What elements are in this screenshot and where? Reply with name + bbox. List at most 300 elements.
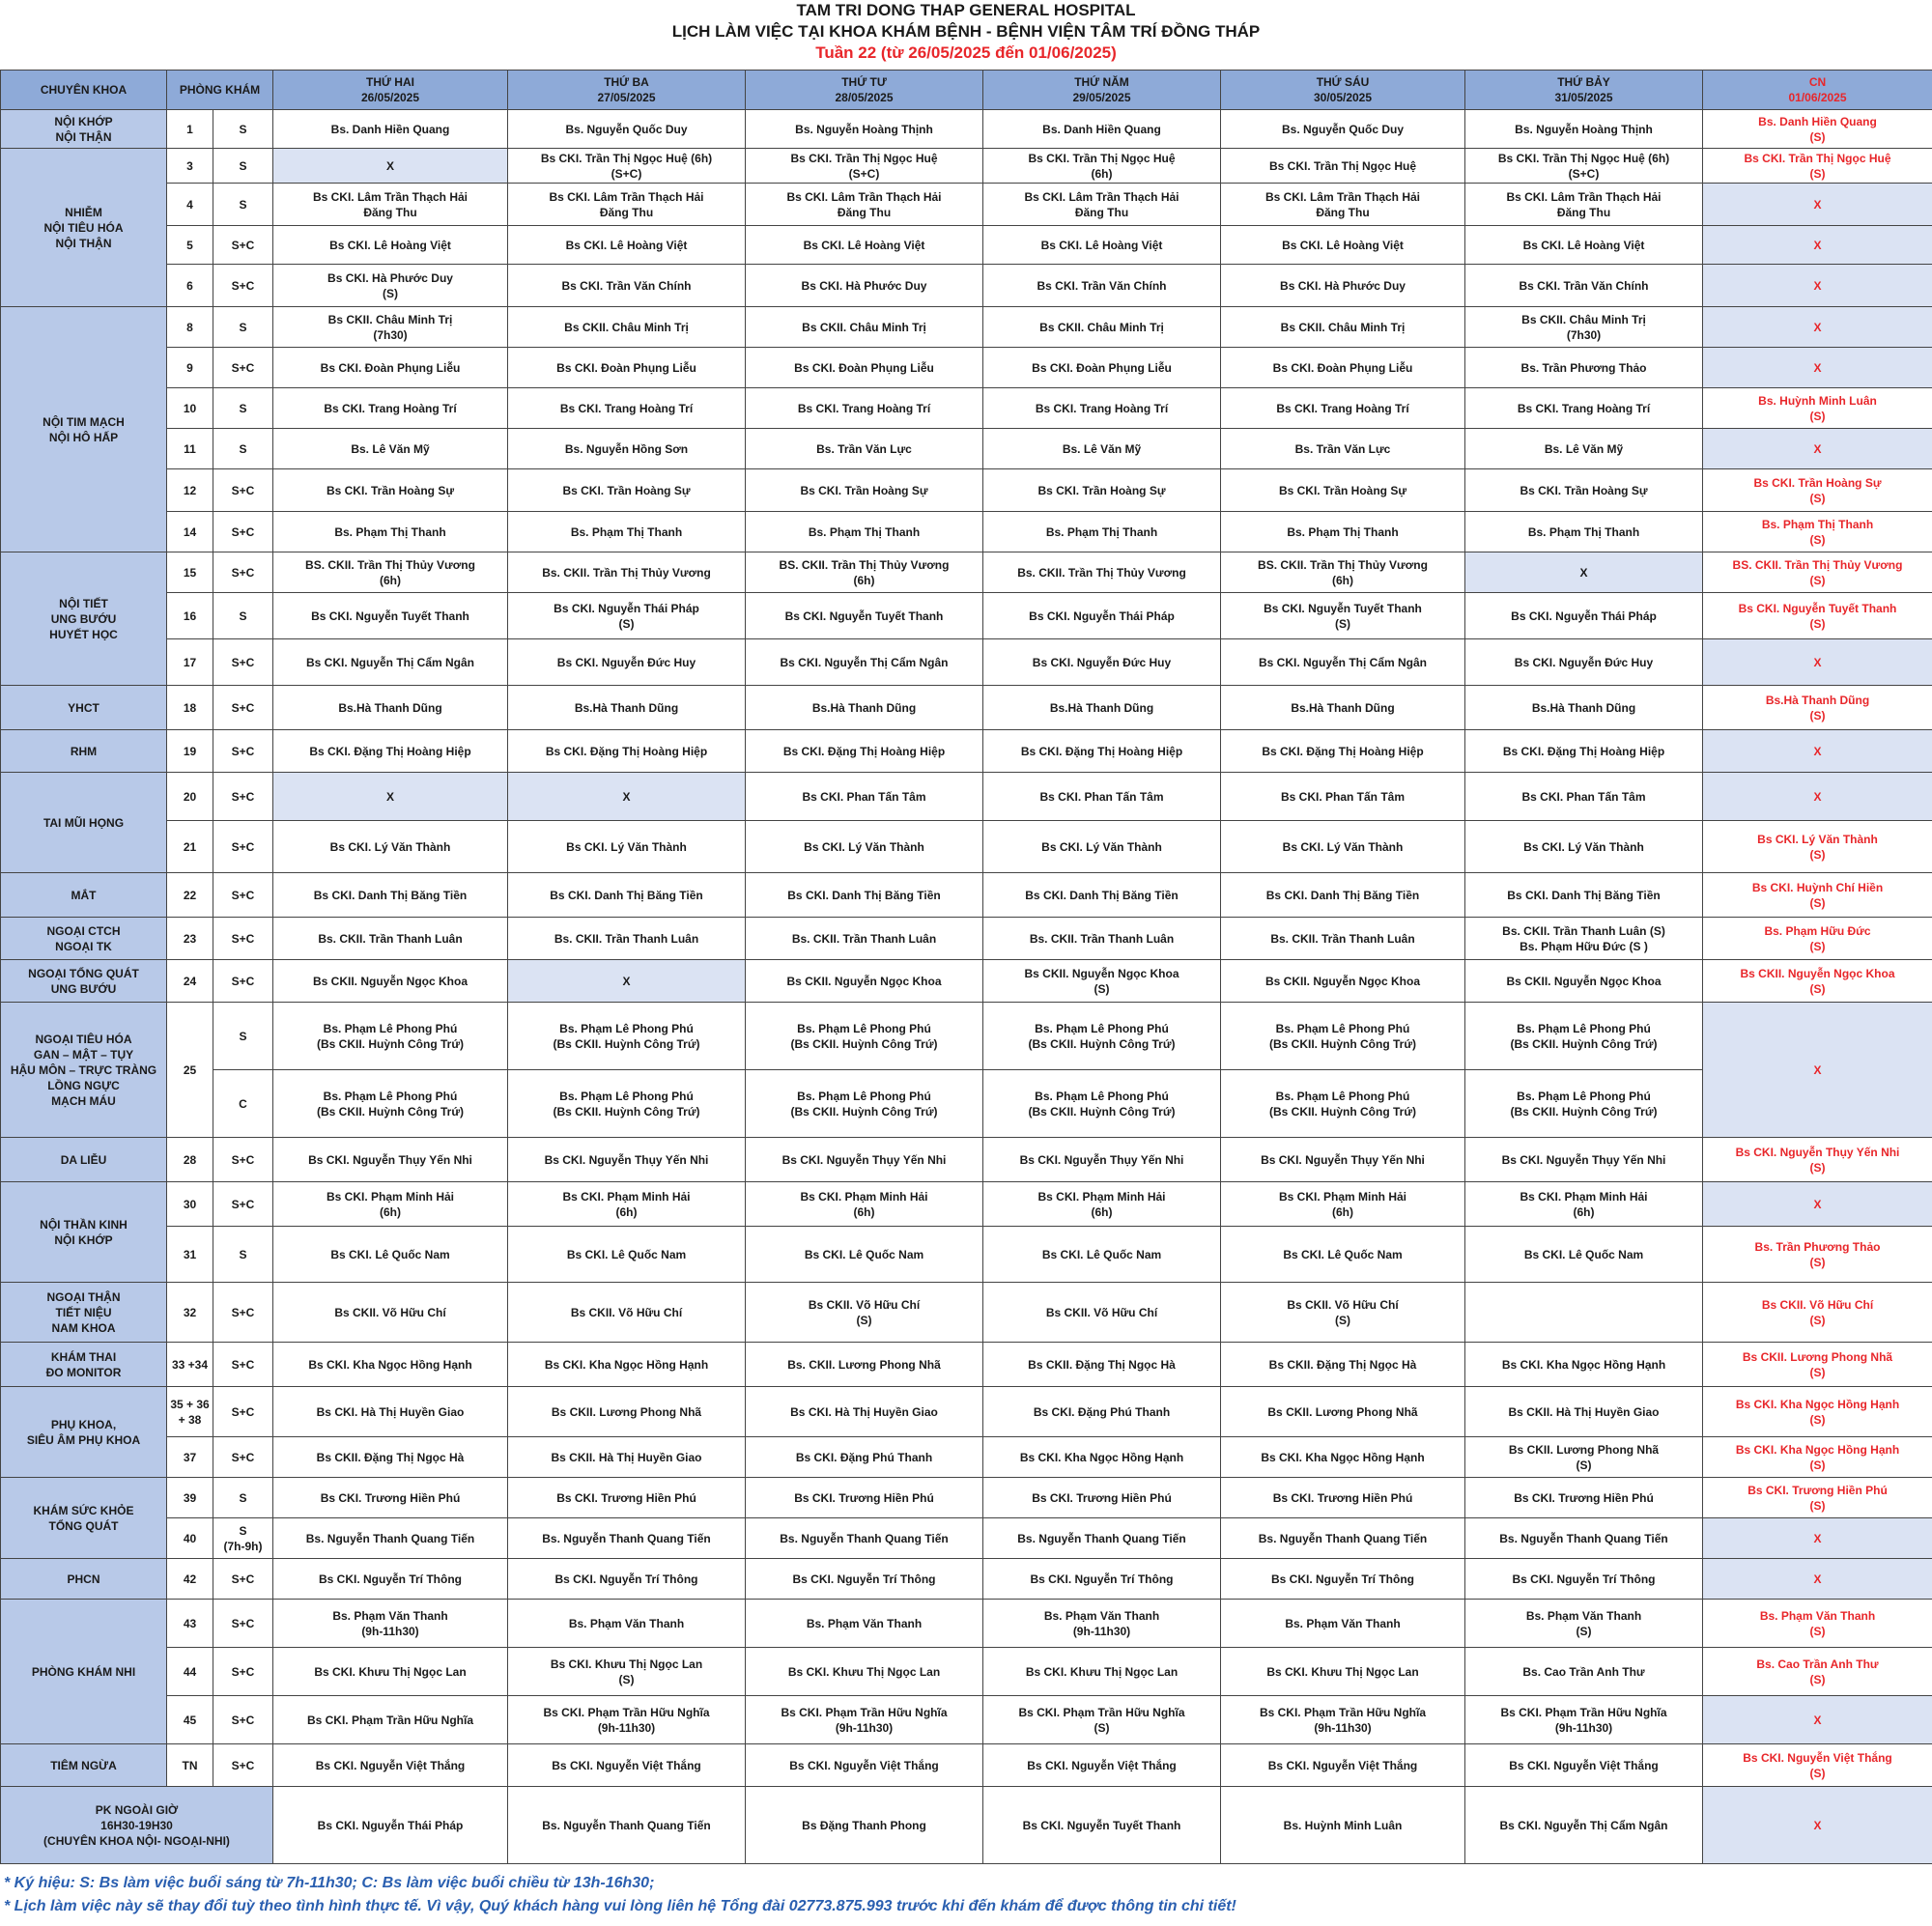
room-number: 33 +34 (167, 1343, 213, 1387)
session-cell: S (213, 149, 273, 184)
doctor-cell: Bs CKI. Nguyễn Thị Cẩm Ngân (746, 639, 983, 686)
after-hours-row (1, 1787, 1932, 1864)
sunday-doctor-cell: Bs CKI. Trần Hoàng Sự (S) (1703, 469, 1932, 512)
col-day-header: THỨ BẢY 31/05/2025 (1465, 71, 1703, 110)
doctor-cell: Bs CKI. Nguyễn Đức Huy (1465, 639, 1703, 686)
doctor-cell: Bs CKI. Phạm Minh Hải (6h) (508, 1182, 746, 1227)
schedule-row (1, 1227, 1932, 1283)
specialty-cell: NGOẠI CTCH NGOẠI TK (1, 918, 167, 960)
doctor-cell: Bs CKII. Nguyễn Ngọc Khoa (746, 960, 983, 1003)
doctor-cell: Bs CKI. Nguyễn Trí Thông (273, 1559, 508, 1600)
sunday-doctor-cell: Bs CKI. Kha Ngọc Hồng Hạnh (S) (1703, 1437, 1932, 1478)
doctor-cell: Bs. Phạm Lê Phong Phú (Bs CKII. Huỳnh Công Trứ) (508, 1070, 746, 1138)
schedule-row (1, 149, 1932, 184)
doctor-cell: Bs CKI. Trang Hoàng Trí (746, 388, 983, 429)
room-number: 40 (167, 1518, 213, 1559)
doctor-cell: Bs. Phạm Lê Phong Phú (Bs CKII. Huỳnh Công Trứ) (746, 1003, 983, 1070)
doctor-cell: Bs. Phạm Văn Thanh (9h-11h30) (983, 1600, 1221, 1648)
doctor-cell: BS. CKII. Trần Thị Thủy Vương (6h) (746, 552, 983, 593)
room-number: 3 (167, 149, 213, 184)
session-cell: C (213, 1070, 273, 1138)
specialty-cell: YHCT (1, 686, 167, 730)
doctor-cell: Bs. Lê Văn Mỹ (273, 429, 508, 469)
sunday-doctor-cell: Bs. Phạm Văn Thanh (S) (1703, 1600, 1932, 1648)
room-number: 18 (167, 686, 213, 730)
doctor-cell: Bs. Lê Văn Mỹ (983, 429, 1221, 469)
sunday-doctor-cell: Bs.Hà Thanh Dũng (S) (1703, 686, 1932, 730)
hospital-title: TAM TRI DONG THAP GENERAL HOSPITAL (796, 1, 1136, 19)
doctor-cell: Bs CKI. Nguyễn Tuyết Thanh (273, 593, 508, 639)
schedule-row (1, 593, 1932, 639)
doctor-cell: Bs CKII. Nguyễn Ngọc Khoa (1465, 960, 1703, 1003)
doctor-cell: Bs. CKII. Trần Thị Thủy Vương (983, 552, 1221, 593)
doctor-cell: Bs CKI. Phạm Trần Hữu Nghĩa (9h-11h30) (746, 1696, 983, 1744)
session-cell: S+C (213, 960, 273, 1003)
legend-note: * Ký hiệu: S: Bs làm việc buổi sáng từ 7h-11h30; C: Bs làm việc buổi chiều từ 13h-16h30; (4, 1875, 655, 1891)
sunday-doctor-cell: Bs. Huỳnh Minh Luân (S) (1703, 388, 1932, 429)
room-number: 16 (167, 593, 213, 639)
doctor-cell: Bs CKI. Trần Hoàng Sự (1465, 469, 1703, 512)
sunday-doctor-cell: Bs. Phạm Thị Thanh (S) (1703, 512, 1932, 552)
doctor-cell: Bs. Lê Văn Mỹ (1465, 429, 1703, 469)
doctor-cell: Bs. Phạm Lê Phong Phú (Bs CKII. Huỳnh Công Trứ) (983, 1003, 1221, 1070)
doctor-cell: Bs CKI. Lâm Trần Thạch Hải Đăng Thu (273, 184, 508, 226)
room-number: 9 (167, 348, 213, 388)
sunday-doctor-cell: X (1703, 639, 1932, 686)
doctor-cell: Bs CKI. Phan Tấn Tâm (1221, 773, 1465, 821)
doctor-cell: Bs CKI. Trương Hiền Phú (1221, 1478, 1465, 1518)
doctor-cell: Bs CKI. Nguyễn Thị Cẩm Ngân (273, 639, 508, 686)
room-number: 5 (167, 226, 213, 265)
session-cell: S+C (213, 348, 273, 388)
doctor-cell: Bs CKI. Khưu Thị Ngọc Lan (1221, 1648, 1465, 1696)
doctor-cell: Bs. Danh Hiền Quang (983, 110, 1221, 149)
doctor-cell: Bs CKI. Kha Ngọc Hồng Hạnh (273, 1343, 508, 1387)
header-row (1, 71, 1932, 110)
room-number: 23 (167, 918, 213, 960)
schedule-row (1, 1182, 1932, 1227)
doctor-cell: Bs CKII. Nguyễn Ngọc Khoa (273, 960, 508, 1003)
doctor-cell: Bs CKI. Khưu Thị Ngọc Lan (746, 1648, 983, 1696)
schedule-title: LỊCH LÀM VIỆC TẠI KHOA KHÁM BỆNH - BỆNH VIỆN TÂM TRÍ ĐỒNG THÁP (671, 22, 1261, 41)
doctor-cell: Bs CKI. Nguyễn Thụy Yến Nhi (273, 1138, 508, 1182)
room-number: 11 (167, 429, 213, 469)
schedule-row (1, 821, 1932, 873)
doctor-cell: Bs CKII. Võ Hữu Chí (983, 1283, 1221, 1343)
doctor-cell: Bs. Nguyễn Thanh Quang Tiến (983, 1518, 1221, 1559)
doctor-cell: Bs CKI. Nguyễn Tuyết Thanh (983, 1787, 1221, 1864)
session-cell: S+C (213, 639, 273, 686)
room-number: 24 (167, 960, 213, 1003)
doctor-cell: Bs CKII. Đặng Thị Ngọc Hà (983, 1343, 1221, 1387)
doctor-cell: Bs. Nguyễn Hoàng Thịnh (746, 110, 983, 149)
doctor-cell: Bs CKI. Lê Quốc Nam (508, 1227, 746, 1283)
schedule-row (1, 1648, 1932, 1696)
doctor-cell: Bs CKI. Lý Văn Thành (508, 821, 746, 873)
doctor-cell: Bs CKI. Trang Hoàng Trí (508, 388, 746, 429)
doctor-cell: Bs. Huỳnh Minh Luân (1221, 1787, 1465, 1864)
schedule-row (1, 307, 1932, 348)
doctor-cell: Bs CKI. Lê Quốc Nam (273, 1227, 508, 1283)
doctor-cell: Bs CKI. Phạm Trần Hữu Nghĩa (273, 1696, 508, 1744)
schedule-row (1, 388, 1932, 429)
doctor-cell: Bs CKII. Lương Phong Nhã (1221, 1387, 1465, 1437)
doctor-cell: Bs CKI. Đoàn Phụng Liễu (746, 348, 983, 388)
session-cell: S+C (213, 918, 273, 960)
doctor-cell: Bs CKI. Nguyễn Thái Pháp (1465, 593, 1703, 639)
doctor-cell: Bs CKI. Nguyễn Tuyết Thanh (S) (1221, 593, 1465, 639)
doctor-cell: Bs CKI. Nguyễn Việt Thắng (1221, 1744, 1465, 1787)
col-day-header: THỨ BA 27/05/2025 (508, 71, 746, 110)
session-cell: S+C (213, 686, 273, 730)
doctor-cell: Bs CKI. Danh Thị Băng Tiền (1465, 873, 1703, 918)
doctor-cell: Bs. Danh Hiền Quang (273, 110, 508, 149)
session-cell: S (213, 307, 273, 348)
doctor-cell: Bs CKI. Trương Hiền Phú (508, 1478, 746, 1518)
specialty-cell: NGOẠI THẬN TIẾT NIỆU NAM KHOA (1, 1283, 167, 1343)
doctor-cell: Bs CKI. Trang Hoàng Trí (983, 388, 1221, 429)
doctor-cell: Bs CKI. Nguyễn Thụy Yến Nhi (983, 1138, 1221, 1182)
doctor-cell: Bs CKI. Nguyễn Thụy Yến Nhi (1465, 1138, 1703, 1182)
doctor-cell: Bs. Phạm Lê Phong Phú (Bs CKII. Huỳnh Công Trứ) (1465, 1003, 1703, 1070)
doctor-cell: Bs. Phạm Lê Phong Phú (Bs CKII. Huỳnh Công Trứ) (273, 1070, 508, 1138)
doctor-cell: Bs CKI. Phạm Trần Hữu Nghĩa (9h-11h30) (1221, 1696, 1465, 1744)
doctor-cell: Bs CKII. Châu Minh Trị (1221, 307, 1465, 348)
doctor-cell: Bs CKI. Trương Hiền Phú (273, 1478, 508, 1518)
sunday-doctor-cell: Bs CKII. Nguyễn Ngọc Khoa (S) (1703, 960, 1932, 1003)
col-day-header: THỨ NĂM 29/05/2025 (983, 71, 1221, 110)
sunday-doctor-cell: X (1703, 348, 1932, 388)
after-hours-label: PK NGOÀI GIỜ 16H30-19H30 (CHUYÊN KHOA NỘI- NGOẠI-NHI) (1, 1787, 273, 1864)
doctor-cell: Bs.Hà Thanh Dũng (746, 686, 983, 730)
schedule-row (1, 226, 1932, 265)
room-number: 31 (167, 1227, 213, 1283)
schedule-row (1, 686, 1932, 730)
room-number: 6 (167, 265, 213, 307)
doctor-cell: Bs CKI. Trần Văn Chính (1465, 265, 1703, 307)
doctor-cell: Bs CKI. Lý Văn Thành (1221, 821, 1465, 873)
doctor-cell: X (273, 773, 508, 821)
sunday-doctor-cell: Bs CKII. Lương Phong Nhã (S) (1703, 1343, 1932, 1387)
doctor-cell: Bs CKI. Đoàn Phụng Liễu (983, 348, 1221, 388)
schedule-row (1, 1478, 1932, 1518)
sunday-doctor-cell: X (1703, 1559, 1932, 1600)
doctor-cell: Bs CKII. Đặng Thị Ngọc Hà (1221, 1343, 1465, 1387)
doctor-cell: Bs CKI. Lê Hoàng Việt (508, 226, 746, 265)
doctor-cell: Bs CKI. Phạm Minh Hải (6h) (983, 1182, 1221, 1227)
sunday-doctor-cell: Bs. Danh Hiền Quang (S) (1703, 110, 1932, 149)
session-cell: S+C (213, 265, 273, 307)
sunday-doctor-cell: Bs CKI. Lý Văn Thành (S) (1703, 821, 1932, 873)
sunday-doctor-cell: Bs CKI. Trần Thị Ngọc Huệ (S) (1703, 149, 1932, 184)
schedule-row (1, 639, 1932, 686)
doctor-cell: Bs CKI. Trần Văn Chính (508, 265, 746, 307)
doctor-cell: X (508, 960, 746, 1003)
session-cell: S+C (213, 773, 273, 821)
doctor-cell: BS. CKII. Trần Thị Thủy Vương (6h) (273, 552, 508, 593)
sunday-doctor-cell: X (1703, 226, 1932, 265)
session-cell: S+C (213, 512, 273, 552)
col-specialty-header: CHUYÊN KHOA (1, 71, 167, 110)
session-cell: S+C (213, 1696, 273, 1744)
doctor-cell: Bs CKI. Trần Hoàng Sự (746, 469, 983, 512)
doctor-cell (1465, 1283, 1703, 1343)
col-sunday-header: CN 01/06/2025 (1703, 71, 1932, 110)
doctor-cell: Bs CKI. Nguyễn Việt Thắng (983, 1744, 1221, 1787)
doctor-cell: Bs. Trần Phương Thảo (1465, 348, 1703, 388)
doctor-cell: Bs CKI. Nguyễn Trí Thông (1465, 1559, 1703, 1600)
doctor-cell: Bs CKII. Đặng Thị Ngọc Hà (273, 1437, 508, 1478)
doctor-cell: Bs CKII. Nguyễn Ngọc Khoa (1221, 960, 1465, 1003)
room-number: 20 (167, 773, 213, 821)
doctor-cell: Bs CKI. Khưu Thị Ngọc Lan (983, 1648, 1221, 1696)
doctor-cell: Bs. Phạm Thị Thanh (1465, 512, 1703, 552)
doctor-cell: Bs. Nguyễn Thanh Quang Tiến (508, 1787, 746, 1864)
doctor-cell: Bs CKI. Trần Thị Ngọc Huệ (6h) (S+C) (508, 149, 746, 184)
room-number: 32 (167, 1283, 213, 1343)
sunday-doctor-cell: X (1703, 1182, 1932, 1227)
schedule-row (1, 1138, 1932, 1182)
col-room-header: PHÒNG KHÁM (167, 71, 273, 110)
doctor-cell: Bs CKI. Lê Hoàng Việt (1465, 226, 1703, 265)
specialty-cell: NỘI THẦN KINH NỘI KHỚP (1, 1182, 167, 1283)
doctor-cell: Bs CKI. Lâm Trần Thạch Hải Đăng Thu (746, 184, 983, 226)
sunday-doctor-cell: X (1703, 1696, 1932, 1744)
doctor-cell: Bs. CKII. Trần Thanh Luân (1221, 918, 1465, 960)
doctor-cell: Bs CKI. Danh Thị Băng Tiền (1221, 873, 1465, 918)
specialty-cell: PHỤ KHOA, SIÊU ÂM PHỤ KHOA (1, 1387, 167, 1478)
room-number: 30 (167, 1182, 213, 1227)
doctor-cell: Bs CKI. Kha Ngọc Hồng Hạnh (1221, 1437, 1465, 1478)
specialty-cell: RHM (1, 730, 167, 773)
doctor-cell: Bs CKII. Châu Minh Trị (983, 307, 1221, 348)
doctor-cell: Bs. Phạm Thị Thanh (746, 512, 983, 552)
doctor-cell: Bs CKI. Lê Quốc Nam (983, 1227, 1221, 1283)
room-number: 37 (167, 1437, 213, 1478)
session-cell: S+C (213, 1648, 273, 1696)
sunday-doctor-cell: X (1703, 184, 1932, 226)
doctor-cell: Bs. CKII. Trần Thanh Luân (508, 918, 746, 960)
room-number: 12 (167, 469, 213, 512)
doctor-cell: Bs CKI. Trần Hoàng Sự (1221, 469, 1465, 512)
doctor-cell: Bs CKI. Đặng Phú Thanh (983, 1387, 1221, 1437)
doctor-cell: Bs CKI. Đặng Thị Hoàng Hiệp (1221, 730, 1465, 773)
doctor-cell: Bs CKI. Trang Hoàng Trí (1465, 388, 1703, 429)
doctor-cell: Bs CKI. Phạm Trần Hữu Nghĩa (9h-11h30) (508, 1696, 746, 1744)
room-number: 39 (167, 1478, 213, 1518)
specialty-cell: TIÊM NGỪA (1, 1744, 167, 1787)
doctor-cell: Bs CKII. Lương Phong Nhã (S) (1465, 1437, 1703, 1478)
room-number: 19 (167, 730, 213, 773)
doctor-cell: Bs CKI. Lâm Trần Thạch Hải Đăng Thu (1221, 184, 1465, 226)
schedule-row (1, 184, 1932, 226)
doctor-cell: Bs CKII. Võ Hữu Chí (S) (746, 1283, 983, 1343)
schedule-row (1, 429, 1932, 469)
schedule-row (1, 1696, 1932, 1744)
session-cell: S+C (213, 1182, 273, 1227)
doctor-cell: Bs CKI. Trần Thị Ngọc Huệ (1221, 149, 1465, 184)
doctor-cell: Bs CKI. Đặng Thị Hoàng Hiệp (746, 730, 983, 773)
doctor-cell: Bs. Phạm Lê Phong Phú (Bs CKII. Huỳnh Công Trứ) (273, 1003, 508, 1070)
specialty-cell: DA LIỄU (1, 1138, 167, 1182)
specialty-cell: KHÁM SỨC KHỎE TỔNG QUÁT (1, 1478, 167, 1559)
doctor-cell: Bs. Phạm Thị Thanh (273, 512, 508, 552)
sunday-doctor-cell: X (1703, 1003, 1932, 1138)
sunday-doctor-cell: Bs CKI. Nguyễn Việt Thắng (S) (1703, 1744, 1932, 1787)
doctor-cell: Bs CKII. Nguyễn Ngọc Khoa (S) (983, 960, 1221, 1003)
session-cell: S+C (213, 552, 273, 593)
schedule-row (1, 1518, 1932, 1559)
session-cell: S+C (213, 873, 273, 918)
schedule-row (1, 773, 1932, 821)
doctor-cell: Bs CKI. Nguyễn Trí Thông (1221, 1559, 1465, 1600)
room-number: 14 (167, 512, 213, 552)
schedule-row (1, 348, 1932, 388)
schedule-table (0, 70, 1932, 1864)
doctor-cell: BS. CKII. Trần Thị Thủy Vương (6h) (1221, 552, 1465, 593)
session-cell: S+C (213, 730, 273, 773)
specialty-cell: NỘI KHỚP NỘI THẬN (1, 110, 167, 149)
doctor-cell: Bs. Trần Văn Lực (1221, 429, 1465, 469)
doctor-cell: Bs.Hà Thanh Dũng (273, 686, 508, 730)
session-cell: S+C (213, 821, 273, 873)
doctor-cell: X (508, 773, 746, 821)
session-cell: S (7h-9h) (213, 1518, 273, 1559)
room-number: 17 (167, 639, 213, 686)
doctor-cell: Bs CKII. Lương Phong Nhã (508, 1387, 746, 1437)
disclaimer-note: * Lịch làm việc này sẽ thay đổi tuỳ theo tình hình thực tế. Vì vậy, Quý khách hàng vui lòng liên hệ Tổng đài 02773.875.993 trước khi đến khám để được thông tin chi tiết! (4, 1898, 1236, 1914)
doctor-cell: Bs CKI. Phạm Minh Hải (6h) (1465, 1182, 1703, 1227)
col-day-header: THỨ TƯ 28/05/2025 (746, 71, 983, 110)
doctor-cell: Bs. Nguyễn Hồng Sơn (508, 429, 746, 469)
room-number: 1 (167, 110, 213, 149)
doctor-cell: Bs CKI. Trần Thị Ngọc Huệ (S+C) (746, 149, 983, 184)
doctor-cell: Bs. CKII. Trần Thanh Luân (746, 918, 983, 960)
doctor-cell: Bs.Hà Thanh Dũng (1465, 686, 1703, 730)
session-cell: S+C (213, 469, 273, 512)
doctor-cell: Bs CKII. Võ Hữu Chí (508, 1283, 746, 1343)
doctor-cell: Bs. CKII. Lương Phong Nhã (746, 1343, 983, 1387)
doctor-cell: Bs. Cao Trần Anh Thư (1465, 1648, 1703, 1696)
doctor-cell: Bs CKI. Nguyễn Thái Pháp (983, 593, 1221, 639)
doctor-cell: Bs CKI. Khưu Thị Ngọc Lan (273, 1648, 508, 1696)
doctor-cell: Bs CKI. Phạm Minh Hải (6h) (746, 1182, 983, 1227)
doctor-cell: Bs CKI. Đặng Thị Hoàng Hiệp (1465, 730, 1703, 773)
doctor-cell: Bs CKI. Phan Tấn Tâm (983, 773, 1221, 821)
room-number: 44 (167, 1648, 213, 1696)
session-cell: S (213, 1003, 273, 1070)
specialty-cell: NGOẠI TỔNG QUÁT UNG BƯỚU (1, 960, 167, 1003)
doctor-cell: Bs CKI. Phan Tấn Tâm (1465, 773, 1703, 821)
doctor-cell: Bs CKI. Hà Phước Duy (S) (273, 265, 508, 307)
session-cell: S+C (213, 1387, 273, 1437)
doctor-cell: Bs CKII. Châu Minh Trị (7h30) (1465, 307, 1703, 348)
room-number: TN (167, 1744, 213, 1787)
doctor-cell: Bs. CKII. Trần Thanh Luân (273, 918, 508, 960)
doctor-cell: Bs CKI. Nguyễn Việt Thắng (1465, 1744, 1703, 1787)
doctor-cell: Bs CKI. Lý Văn Thành (983, 821, 1221, 873)
schedule-row (1, 552, 1932, 593)
room-number: 35 + 36 + 38 (167, 1387, 213, 1437)
doctor-cell: Bs CKI. Lê Hoàng Việt (746, 226, 983, 265)
session-cell: S+C (213, 1138, 273, 1182)
session-cell: S+C (213, 1600, 273, 1648)
sunday-doctor-cell: Bs. Phạm Hữu Đức (S) (1703, 918, 1932, 960)
doctor-cell: Bs CKII. Hà Thị Huyền Giao (508, 1437, 746, 1478)
doctor-cell: Bs CKI. Nguyễn Thái Pháp (273, 1787, 508, 1864)
doctor-cell: X (1465, 552, 1703, 593)
doctor-cell: Bs CKI. Lê Hoàng Việt (273, 226, 508, 265)
doctor-cell: Bs. CKII. Trần Thanh Luân (983, 918, 1221, 960)
week-label: Tuần 22 (từ 26/05/2025 đến 01/06/2025) (815, 43, 1117, 62)
doctor-cell: Bs CKI. Hà Phước Duy (746, 265, 983, 307)
sunday-doctor-cell: X (1703, 307, 1932, 348)
doctor-cell: Bs CKII. Châu Minh Trị (7h30) (273, 307, 508, 348)
doctor-cell: Bs CKII. Võ Hữu Chí (S) (1221, 1283, 1465, 1343)
session-cell: S+C (213, 1437, 273, 1478)
doctor-cell: Bs CKI. Trần Thị Ngọc Huệ (6h) (983, 149, 1221, 184)
room-number: 21 (167, 821, 213, 873)
doctor-cell: Bs. Phạm Lê Phong Phú (Bs CKII. Huỳnh Công Trứ) (983, 1070, 1221, 1138)
sunday-doctor-cell: Bs CKI. Huỳnh Chí Hiền (S) (1703, 873, 1932, 918)
room-number: 42 (167, 1559, 213, 1600)
specialty-cell: PHCN (1, 1559, 167, 1600)
sunday-doctor-cell: Bs CKII. Võ Hữu Chí (S) (1703, 1283, 1932, 1343)
doctor-cell: Bs. Phạm Văn Thanh (1221, 1600, 1465, 1648)
schedule-row (1, 1744, 1932, 1787)
doctor-cell: X (273, 149, 508, 184)
schedule-row (1, 512, 1932, 552)
sunday-doctor-cell: BS. CKII. Trần Thị Thủy Vương (S) (1703, 552, 1932, 593)
doctor-cell: Bs CKI. Phạm Minh Hải (6h) (273, 1182, 508, 1227)
doctor-cell: Bs CKI. Đặng Thị Hoàng Hiệp (983, 730, 1221, 773)
room-number: 43 (167, 1600, 213, 1648)
room-number: 15 (167, 552, 213, 593)
room-number: 10 (167, 388, 213, 429)
doctor-cell: Bs CKI. Nguyễn Thị Cẩm Ngân (1465, 1787, 1703, 1864)
doctor-cell: Bs CKI. Lý Văn Thành (1465, 821, 1703, 873)
doctor-cell: Bs CKII. Châu Minh Trị (746, 307, 983, 348)
sunday-doctor-cell: X (1703, 773, 1932, 821)
doctor-cell: Bs CKI. Lý Văn Thành (273, 821, 508, 873)
doctor-cell: Bs CKI. Nguyễn Đức Huy (508, 639, 746, 686)
doctor-cell: Bs CKI. Nguyễn Việt Thắng (746, 1744, 983, 1787)
specialty-cell: NỘI TIM MẠCH NỘI HÔ HẤP (1, 307, 167, 552)
doctor-cell: Bs CKI. Phạm Trần Hữu Nghĩa (S) (983, 1696, 1221, 1744)
notes (0, 1864, 1932, 1918)
doctor-cell: Bs. Phạm Văn Thanh (508, 1600, 746, 1648)
doctor-cell: Bs. Phạm Lê Phong Phú (Bs CKII. Huỳnh Công Trứ) (746, 1070, 983, 1138)
doctor-cell: Bs CKI. Nguyễn Việt Thắng (508, 1744, 746, 1787)
doctor-cell: Bs CKI. Lê Hoàng Việt (1221, 226, 1465, 265)
doctor-cell: Bs CKI. Danh Thị Băng Tiền (508, 873, 746, 918)
sunday-doctor-cell: Bs CKI. Nguyễn Tuyết Thanh (S) (1703, 593, 1932, 639)
room-number: 28 (167, 1138, 213, 1182)
doctor-cell: Bs. Phạm Thị Thanh (1221, 512, 1465, 552)
schedule-row (1, 1070, 1932, 1138)
doctor-cell: Bs.Hà Thanh Dũng (508, 686, 746, 730)
session-cell: S+C (213, 226, 273, 265)
doctor-cell: Bs CKI. Nguyễn Thụy Yến Nhi (1221, 1138, 1465, 1182)
room-number: 22 (167, 873, 213, 918)
schedule-body (1, 110, 1932, 1864)
doctor-cell: Bs CKI. Hà Thị Huyền Giao (273, 1387, 508, 1437)
doctor-cell: Bs CKI. Danh Thị Băng Tiền (746, 873, 983, 918)
sunday-doctor-cell: Bs. Trần Phương Thảo (S) (1703, 1227, 1932, 1283)
doctor-cell: Bs CKI. Trần Văn Chính (983, 265, 1221, 307)
doctor-cell: Bs CKI. Lê Hoàng Việt (983, 226, 1221, 265)
doctor-cell: Bs. Nguyễn Quốc Duy (508, 110, 746, 149)
